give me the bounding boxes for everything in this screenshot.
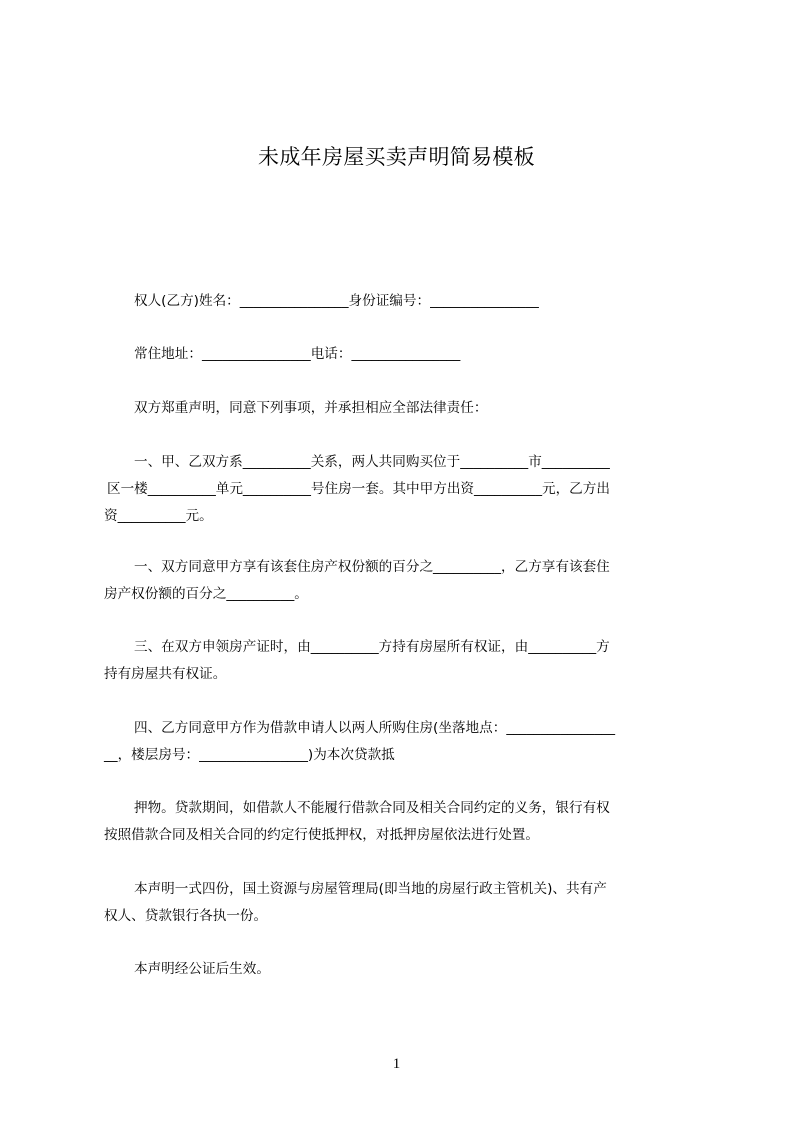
clause-relationship-line-2: 区一楼__________单元__________号住房一套。其中甲方出资__________元，乙方出 bbox=[107, 481, 610, 497]
clause-relationship-paragraph bbox=[104, 449, 704, 530]
clause-copies-line-2: 权人、贷款银行各执一份。 bbox=[104, 908, 268, 924]
declaration-intro-paragraph bbox=[104, 395, 704, 422]
clause-relationship-line-1: 一、甲、乙双方系__________关系，两人共同购买位于__________市__________ bbox=[134, 454, 610, 470]
clause-certificate-line-1: 三、在双方申领房产证时，由__________方持有房屋所有权证，由__________方 bbox=[134, 639, 610, 655]
effective-clause-line: 本声明经公证后生效。 bbox=[134, 961, 270, 977]
clause-certificate-line-2: 持有房屋共有权证。 bbox=[104, 666, 227, 682]
address-phone-paragraph bbox=[104, 341, 704, 368]
address-phone-line: 常住地址：________________电话：________________ bbox=[134, 346, 461, 362]
effective-clause-paragraph bbox=[104, 956, 704, 983]
owner-name-id-line: 权人(乙方)姓名：________________身份证编号：________________ bbox=[134, 293, 539, 309]
clause-share-paragraph bbox=[104, 554, 704, 608]
clause-share-line-2: 房产权份额的百分之__________。 bbox=[104, 586, 308, 602]
page-number: 1 bbox=[392, 1056, 401, 1072]
clause-loan-line-1: 四、乙方同意甲方作为借款申请人以两人所购住房(坐落地点：________________ bbox=[134, 720, 616, 736]
clause-share-line-1: 一、双方同意甲方享有该套住房产权份额的百分之__________，乙方享有该套住 bbox=[134, 559, 610, 575]
clause-copies-line-1: 本声明一式四份，国土资源与房屋管理局(即当地的房屋行政主管机关)、共有产 bbox=[134, 881, 607, 897]
clause-relationship-line-3: 资__________元。 bbox=[104, 508, 213, 524]
clause-copies-paragraph bbox=[104, 876, 704, 930]
clause-certificate-paragraph bbox=[104, 634, 704, 688]
clause-loan-line-2: __，楼层房号：________________)为本次贷款抵 bbox=[104, 747, 395, 763]
document-title: 未成年房屋买卖声明简易模板 bbox=[258, 145, 535, 169]
clause-loan-paragraph bbox=[104, 715, 704, 769]
owner-info-paragraph bbox=[104, 288, 704, 315]
clause-mortgage-paragraph bbox=[104, 795, 704, 849]
declaration-intro-line: 双方郑重声明，同意下列事项，并承担相应全部法律责任： bbox=[134, 400, 488, 416]
clause-mortgage-line-2: 按照借款合同及相关合同的约定行使抵押权，对抵押房屋依法进行处置。 bbox=[104, 827, 539, 843]
clause-mortgage-line-1: 押物。贷款期间，如借款人不能履行借款合同及相关合同约定的义务，银行有权 bbox=[134, 800, 610, 816]
